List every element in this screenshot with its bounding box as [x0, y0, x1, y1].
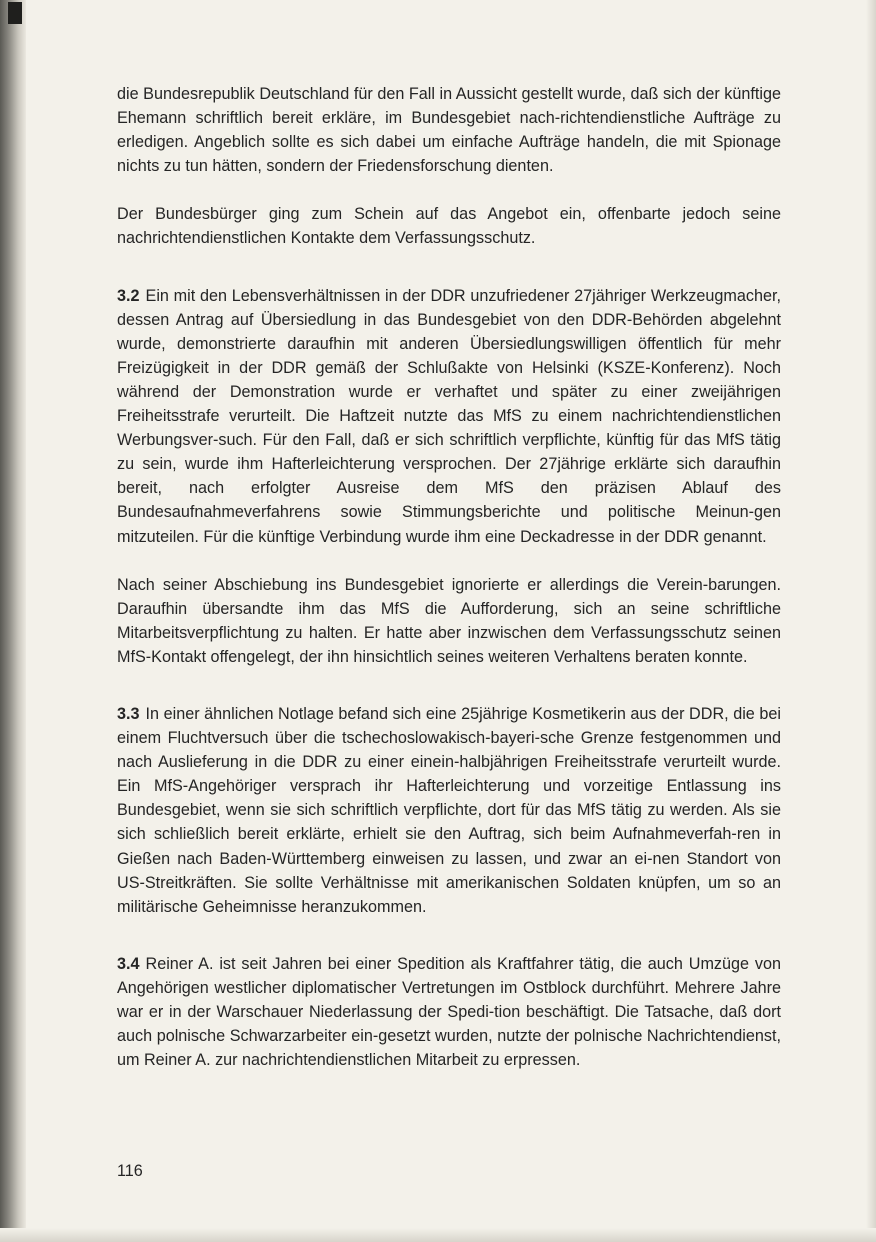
- section-3-2: [117, 284, 781, 549]
- paragraph-text: Nach seiner Abschiebung ins Bundesgebiet ignorierte er allerdings die Verein-barungen. Daraufhin übersandte ihm das MfS die Aufforderung, sich an seine schriftliche Mitarbeitsverpflichtung zu halten. Er hatte aber inzwischen dem Verfassungsschutz seinen MfS-Kontakt offengelegt, der ihn hinsichtlich seines weiteren Verhaltens beraten konnte.: [117, 575, 781, 666]
- page-body: [117, 82, 781, 1096]
- paragraph-text: Der Bundesbürger ging zum Schein auf das Angebot ein, offenbarte jedoch seine nachrichtendienstlichen Kontakte dem Verfassungsschutz.: [117, 205, 781, 248]
- paragraph-4: [117, 573, 781, 669]
- page-edge-bottom: [0, 1228, 876, 1242]
- paragraph-2: [117, 202, 781, 250]
- paragraph-text: Ein mit den Lebensverhältnissen in der DDR unzufriedener 27jähriger Werkzeugmacher, dessen Antrag auf Übersiedlung in das Bundesgebiet von den DDR-Behörden abgelehnt wurde, demonstrierte daraufhin mit anderen Übersiedlungswilligen öffentlich für mehr Freizügigkeit in der DDR gemäß der Schlußakte von Helsinki (KSZE-Konferenz). Noch während der Demonstration wurde er verhaftet und später zu einer zweijährigen Freiheitsstrafe verurteilt. Die Haftzeit nutzte das MfS zu einem nachrichtendienstlichen Werbungsver-such. Für den Fall, daß er sich schriftlich verpflichte, künftig für das MfS tätig zu sein, wurde ihm Hafterleichterung versprochen. Der 27jährige erklärte sich daraufhin bereit, nach erfolgter Ausreise dem MfS den präzisen Ablauf des Bundesaufnahmeverfahrens sowie Stimmungsberichte und politische Meinun-gen mitzuteilen. Für die künftige Verbindung wurde ihm eine Deckadresse in der DDR genannt.: [117, 286, 781, 546]
- page-number: 116: [117, 1162, 143, 1180]
- section-number: 3.2: [117, 286, 140, 305]
- section-3-3: [117, 702, 781, 919]
- paragraph-1: [117, 82, 781, 178]
- page-edge-right: [866, 0, 876, 1242]
- book-spine-shadow: [0, 0, 26, 1242]
- paragraph-text: die Bundesrepublik Deutschland für den Fall in Aussicht gestellt wurde, daß sich der künftige Ehemann schriftlich bereit erkläre, im Bundesgebiet nach-richtendienstliche Aufträge zu erledigen. Angeblich sollte es sich dabei um einfache Aufträge handeln, die mit Spionage nichts zu tun hätten, sondern der Friedensforschung dienten.: [117, 85, 781, 176]
- section-3-4: [117, 952, 781, 1072]
- binding-mark: [8, 2, 22, 24]
- paragraph-text: In einer ähnlichen Notlage befand sich eine 25jährige Kosmetikerin aus der DDR, die bei einem Fluchtversuch über die tschechoslowakisch-bayeri-sche Grenze festgenommen und nach Auslieferung in die DDR zu einer einein-halbjährigen Freiheitsstrafe verurteilt wurde. Ein MfS-Angehöriger versprach ihr Hafterleichterung und vorzeitige Entlassung ins Bundesgebiet, wenn sie sich schriftlich verpflichte, dort für das MfS tätig zu werden. Als sie sich schließlich bereit erklärte, erhielt sie den Auftrag, sich beim Aufnahmeverfah-ren in Gießen nach Baden-Württemberg einweisen zu lassen, und zwar an ei-nen Standort von US-Streitkräften. Sie sollte Verhältnisse mit amerikanischen Soldaten knüpfen, um so an militärische Geheimnisse heranzukommen.: [117, 704, 781, 916]
- paragraph-text: Reiner A. ist seit Jahren bei einer Spedition als Kraftfahrer tätig, die auch Umzüge von Angehörigen westlicher diplomatischer Vertretungen im Ostblock durchführt. Mehrere Jahre war er in der Warschauer Niederlassung der Spedi-tion beschäftigt. Die Tatsache, daß dort auch polnische Schwarzarbeiter ein-gesetzt wurden, nutzte der polnische Nachrichtendienst, um Reiner A. zur nachrichtendienstlichen Mitarbeit zu erpressen.: [117, 954, 781, 1070]
- section-number: 3.4: [117, 954, 140, 973]
- section-number: 3.3: [117, 704, 140, 723]
